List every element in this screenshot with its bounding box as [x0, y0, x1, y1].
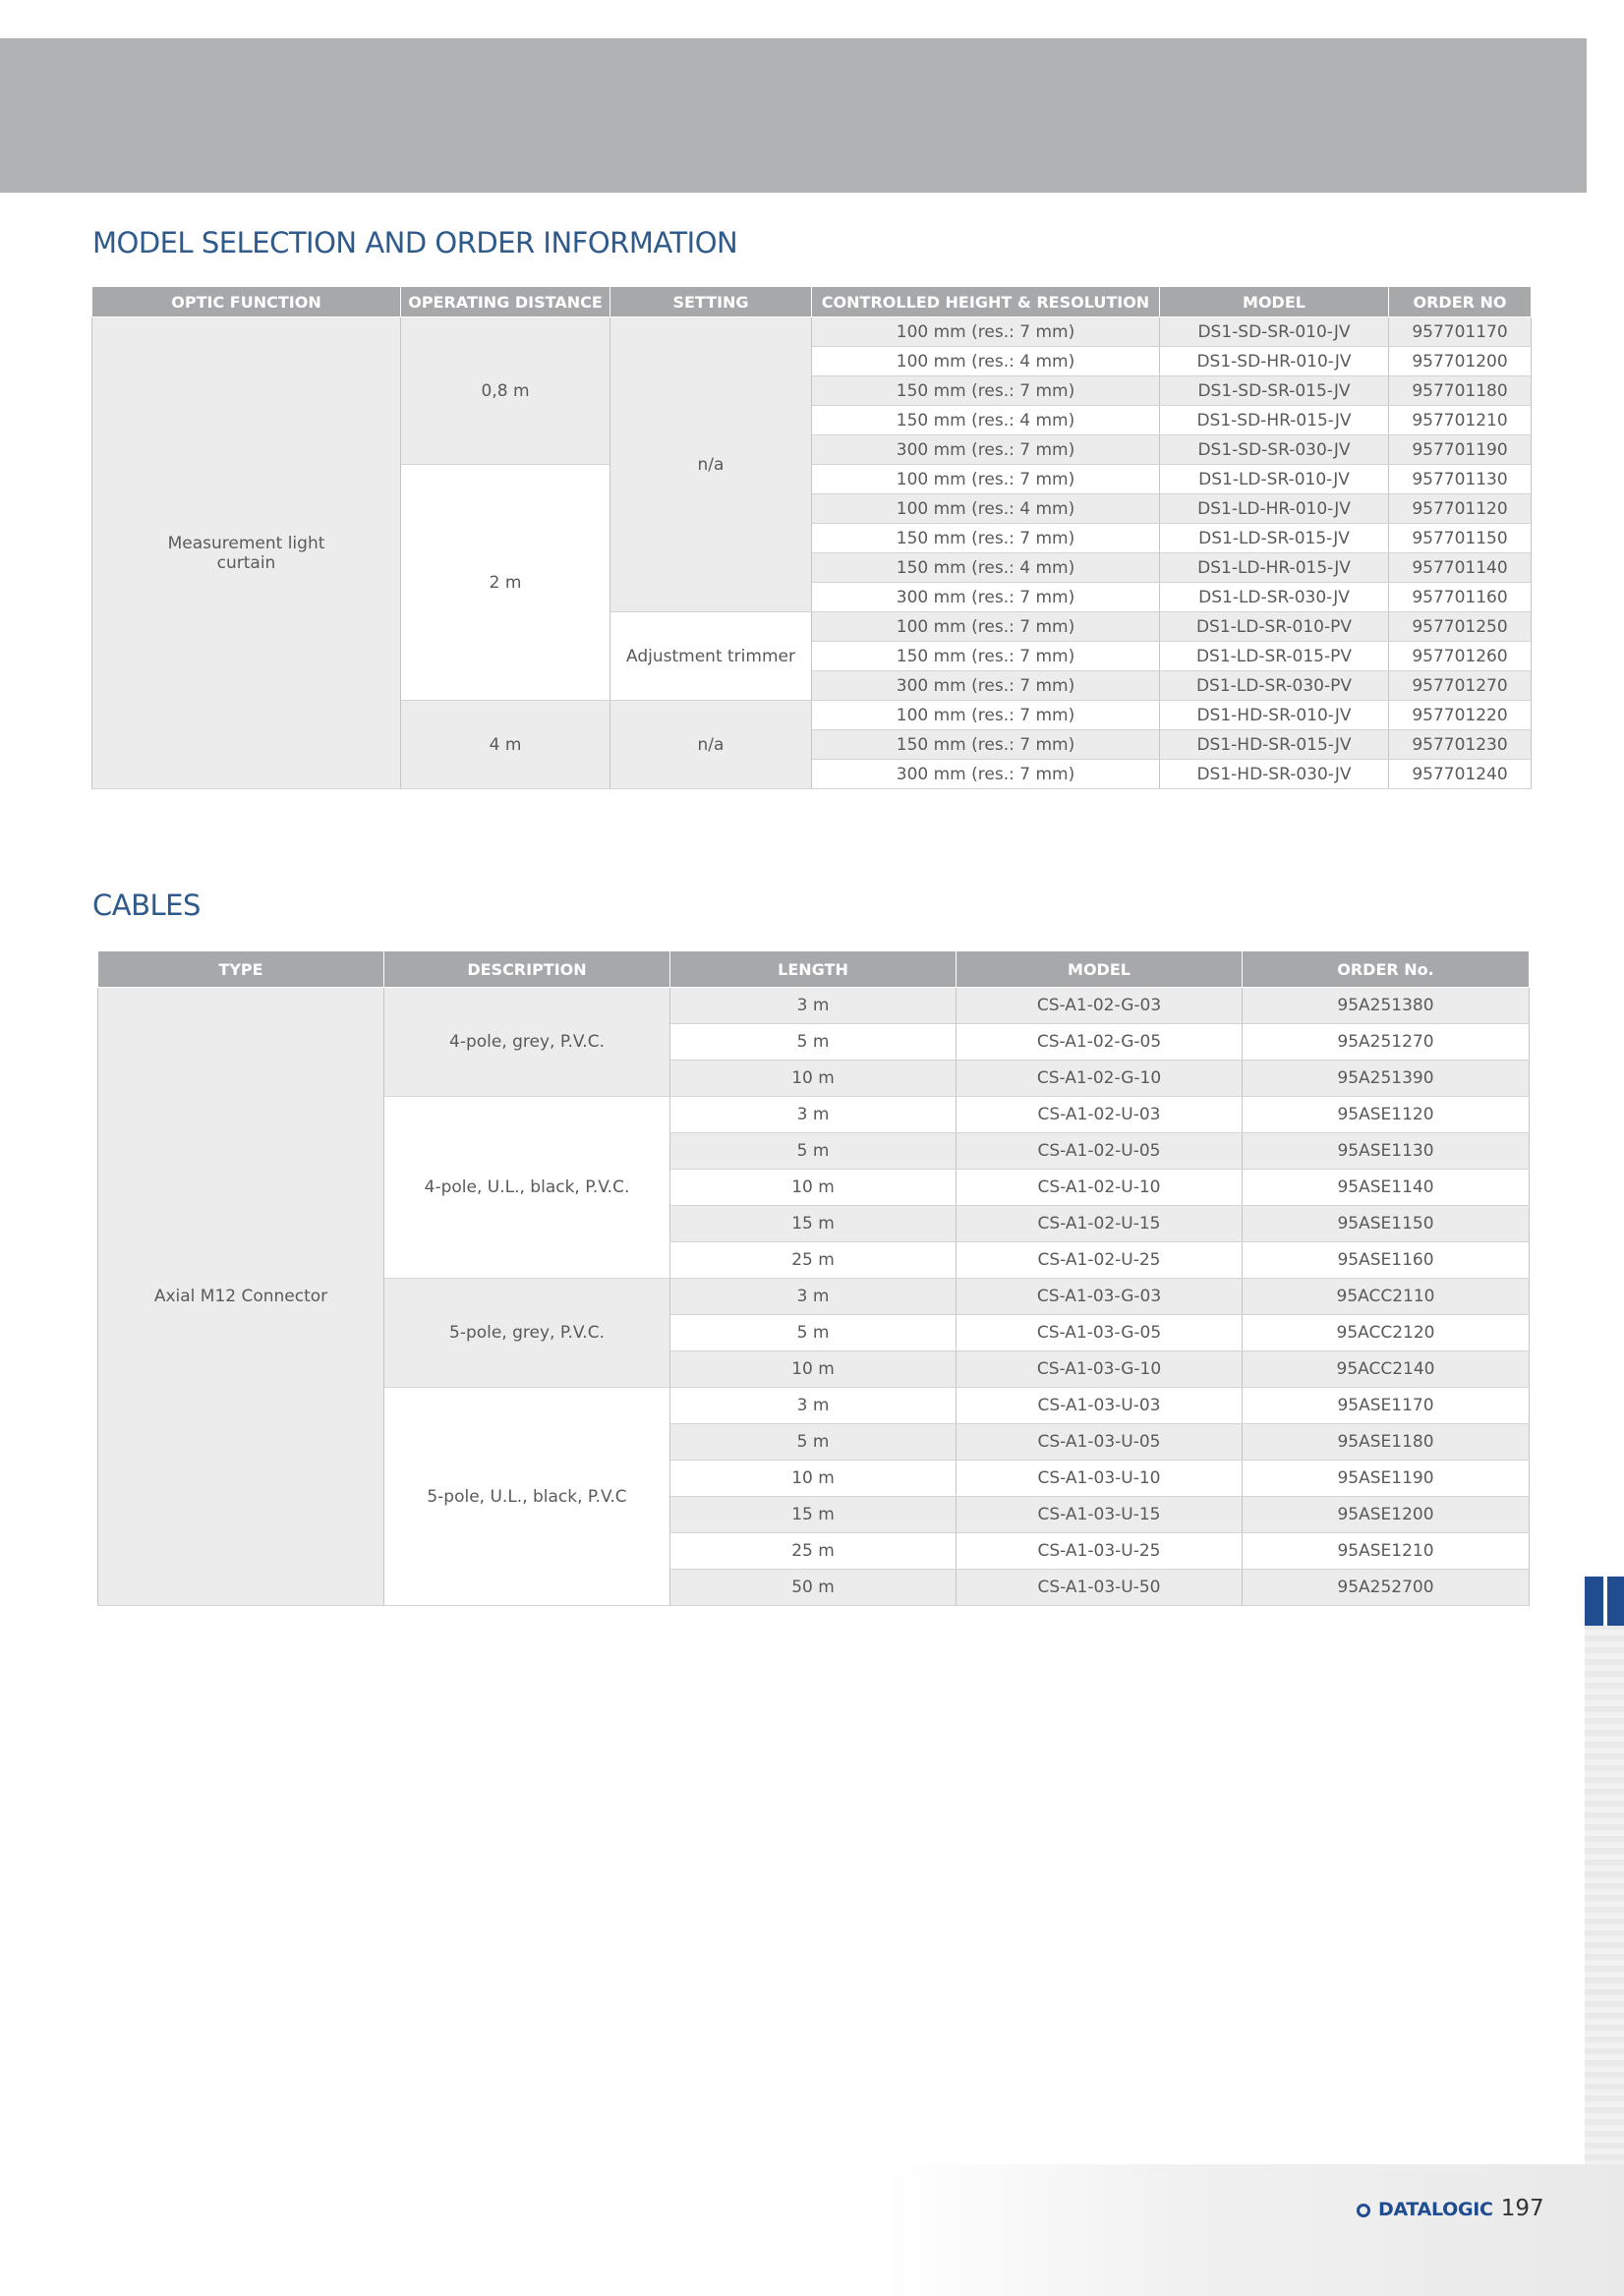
- model-cell: DS1-HD-SR-015-JV: [1160, 730, 1389, 760]
- model-cell: CS-A1-02-U-05: [957, 1133, 1243, 1170]
- model-cell: CS-A1-02-U-10: [957, 1170, 1243, 1206]
- model-cell: DS1-HD-SR-010-JV: [1160, 701, 1389, 730]
- order-cell: 95ASE1170: [1243, 1388, 1530, 1424]
- type-cell: Axial M12 Connector: [98, 988, 384, 1606]
- length-cell: 25 m: [670, 1533, 957, 1570]
- order-cell: 95ASE1200: [1243, 1497, 1530, 1533]
- length-cell: 50 m: [670, 1570, 957, 1606]
- datalogic-logo: DATALOGIC: [1378, 2199, 1493, 2220]
- model-cell: DS1-SD-SR-030-JV: [1160, 435, 1389, 465]
- model-cell: CS-A1-02-U-25: [957, 1242, 1243, 1279]
- distance-cell: 4 m: [401, 701, 610, 789]
- setting-cell: n/a: [610, 317, 812, 612]
- height-cell: 100 mm (res.: 7 mm): [812, 701, 1160, 730]
- order-cell: 957701240: [1389, 760, 1532, 789]
- order-cell: 95ASE1180: [1243, 1424, 1530, 1461]
- page-footer: [1357, 2196, 1544, 2221]
- order-cell: 95ASE1140: [1243, 1170, 1530, 1206]
- model-cell: DS1-HD-SR-030-JV: [1160, 760, 1389, 789]
- height-cell: 150 mm (res.: 7 mm): [812, 730, 1160, 760]
- length-cell: 10 m: [670, 1170, 957, 1206]
- model-cell: DS1-LD-SR-015-JV: [1160, 524, 1389, 553]
- order-cell: 95ASE1210: [1243, 1533, 1530, 1570]
- height-cell: 150 mm (res.: 7 mm): [812, 524, 1160, 553]
- model-cell: CS-A1-02-G-10: [957, 1061, 1243, 1097]
- model-cell: DS1-SD-SR-015-JV: [1160, 376, 1389, 406]
- model-selection-table: [91, 286, 1532, 789]
- model-cell: DS1-LD-HR-010-JV: [1160, 494, 1389, 524]
- order-cell: 95ASE1150: [1243, 1206, 1530, 1242]
- order-cell: 957701190: [1389, 435, 1532, 465]
- header-model: MODEL: [957, 951, 1243, 988]
- model-cell: CS-A1-03-U-05: [957, 1424, 1243, 1461]
- model-cell: CS-A1-03-G-05: [957, 1315, 1243, 1351]
- length-cell: 5 m: [670, 1424, 957, 1461]
- header-setting: SETTING: [610, 287, 812, 317]
- length-cell: 5 m: [670, 1024, 957, 1061]
- model-cell: DS1-LD-SR-030-JV: [1160, 583, 1389, 612]
- length-cell: 5 m: [670, 1133, 957, 1170]
- order-cell: 95ASE1120: [1243, 1097, 1530, 1133]
- model-cell: DS1-LD-HR-015-JV: [1160, 553, 1389, 583]
- order-cell: 957701220: [1389, 701, 1532, 730]
- model-cell: CS-A1-03-U-50: [957, 1570, 1243, 1606]
- model-cell: CS-A1-03-U-25: [957, 1533, 1243, 1570]
- table-row: [92, 317, 1532, 347]
- length-cell: 3 m: [670, 988, 957, 1024]
- header-band: [0, 38, 1587, 193]
- height-cell: 100 mm (res.: 4 mm): [812, 494, 1160, 524]
- length-cell: 10 m: [670, 1461, 957, 1497]
- order-cell: 957701150: [1389, 524, 1532, 553]
- header-type: TYPE: [98, 951, 384, 988]
- length-cell: 3 m: [670, 1279, 957, 1315]
- description-cell: 5-pole, U.L., black, P.V.C: [384, 1388, 670, 1606]
- height-cell: 150 mm (res.: 4 mm): [812, 406, 1160, 435]
- order-cell: 957701160: [1389, 583, 1532, 612]
- order-cell: 957701270: [1389, 671, 1532, 701]
- height-cell: 100 mm (res.: 4 mm): [812, 347, 1160, 376]
- model-cell: DS1-SD-SR-010-JV: [1160, 317, 1389, 347]
- distance-cell: 0,8 m: [401, 317, 610, 465]
- length-cell: 15 m: [670, 1497, 957, 1533]
- order-cell: 95ASE1130: [1243, 1133, 1530, 1170]
- model-cell: CS-A1-03-U-15: [957, 1497, 1243, 1533]
- model-cell: CS-A1-03-U-10: [957, 1461, 1243, 1497]
- height-cell: 150 mm (res.: 4 mm): [812, 553, 1160, 583]
- order-cell: 957701210: [1389, 406, 1532, 435]
- page-number: 197: [1500, 2196, 1544, 2221]
- model-cell: DS1-SD-HR-015-JV: [1160, 406, 1389, 435]
- optic-function-cell: Measurement light curtain: [92, 317, 401, 789]
- order-cell: 95A252700: [1243, 1570, 1530, 1606]
- order-cell: 95A251390: [1243, 1061, 1530, 1097]
- table-header-row: [92, 287, 1532, 317]
- length-cell: 3 m: [670, 1388, 957, 1424]
- model-cell: CS-A1-03-G-03: [957, 1279, 1243, 1315]
- model-cell: CS-A1-02-G-03: [957, 988, 1243, 1024]
- order-cell: 95ASE1160: [1243, 1242, 1530, 1279]
- order-cell: 95A251270: [1243, 1024, 1530, 1061]
- setting-cell: Adjustment trimmer: [610, 612, 812, 701]
- model-cell: CS-A1-02-U-15: [957, 1206, 1243, 1242]
- height-cell: 100 mm (res.: 7 mm): [812, 465, 1160, 494]
- header-operating-distance: OPERATING DISTANCE: [401, 287, 610, 317]
- table-row: [98, 988, 1530, 1024]
- order-cell: 957701250: [1389, 612, 1532, 642]
- model-cell: DS1-LD-SR-010-PV: [1160, 612, 1389, 642]
- header-description: DESCRIPTION: [384, 951, 670, 988]
- model-cell: CS-A1-02-G-05: [957, 1024, 1243, 1061]
- model-cell: DS1-LD-SR-010-JV: [1160, 465, 1389, 494]
- length-cell: 10 m: [670, 1351, 957, 1388]
- model-cell: DS1-LD-SR-030-PV: [1160, 671, 1389, 701]
- order-cell: 95A251380: [1243, 988, 1530, 1024]
- length-cell: 10 m: [670, 1061, 957, 1097]
- header-model: MODEL: [1160, 287, 1389, 317]
- datalogic-logo-icon: [1357, 2204, 1370, 2217]
- header-controlled-height: CONTROLLED HEIGHT & RESOLUTION: [812, 287, 1160, 317]
- length-cell: 25 m: [670, 1242, 957, 1279]
- chapter-tab: [1585, 1577, 1624, 1626]
- order-cell: 957701260: [1389, 642, 1532, 671]
- model-cell: CS-A1-02-U-03: [957, 1097, 1243, 1133]
- order-cell: 95ACC2140: [1243, 1351, 1530, 1388]
- model-selection-title: MODEL SELECTION AND ORDER INFORMATION: [92, 226, 738, 259]
- height-cell: 150 mm (res.: 7 mm): [812, 642, 1160, 671]
- length-cell: 5 m: [670, 1315, 957, 1351]
- cables-table: [97, 950, 1530, 1606]
- height-cell: 300 mm (res.: 7 mm): [812, 760, 1160, 789]
- height-cell: 300 mm (res.: 7 mm): [812, 671, 1160, 701]
- decorative-pattern-footer: [885, 2164, 1624, 2296]
- height-cell: 300 mm (res.: 7 mm): [812, 583, 1160, 612]
- order-cell: 957701200: [1389, 347, 1532, 376]
- height-cell: 150 mm (res.: 7 mm): [812, 376, 1160, 406]
- cables-title: CABLES: [92, 889, 201, 922]
- height-cell: 100 mm (res.: 7 mm): [812, 612, 1160, 642]
- header-order-no: ORDER NO: [1389, 287, 1532, 317]
- order-cell: 957701180: [1389, 376, 1532, 406]
- length-cell: 15 m: [670, 1206, 957, 1242]
- header-optic-function: OPTIC FUNCTION: [92, 287, 401, 317]
- header-order-no: ORDER No.: [1243, 951, 1530, 988]
- model-cell: CS-A1-03-U-03: [957, 1388, 1243, 1424]
- model-cell: CS-A1-03-G-10: [957, 1351, 1243, 1388]
- height-cell: 300 mm (res.: 7 mm): [812, 435, 1160, 465]
- order-cell: 95ACC2110: [1243, 1279, 1530, 1315]
- order-cell: 957701140: [1389, 553, 1532, 583]
- order-cell: 95ACC2120: [1243, 1315, 1530, 1351]
- description-cell: 4-pole, grey, P.V.C.: [384, 988, 670, 1097]
- height-cell: 100 mm (res.: 7 mm): [812, 317, 1160, 347]
- order-cell: 957701130: [1389, 465, 1532, 494]
- order-cell: 957701170: [1389, 317, 1532, 347]
- order-cell: 957701230: [1389, 730, 1532, 760]
- description-cell: 4-pole, U.L., black, P.V.C.: [384, 1097, 670, 1279]
- header-length: LENGTH: [670, 951, 957, 988]
- distance-cell: 2 m: [401, 465, 610, 701]
- order-cell: 95ASE1190: [1243, 1461, 1530, 1497]
- length-cell: 3 m: [670, 1097, 957, 1133]
- description-cell: 5-pole, grey, P.V.C.: [384, 1279, 670, 1388]
- order-cell: 957701120: [1389, 494, 1532, 524]
- setting-cell: n/a: [610, 701, 812, 789]
- table-header-row: [98, 951, 1530, 988]
- model-cell: DS1-SD-HR-010-JV: [1160, 347, 1389, 376]
- model-cell: DS1-LD-SR-015-PV: [1160, 642, 1389, 671]
